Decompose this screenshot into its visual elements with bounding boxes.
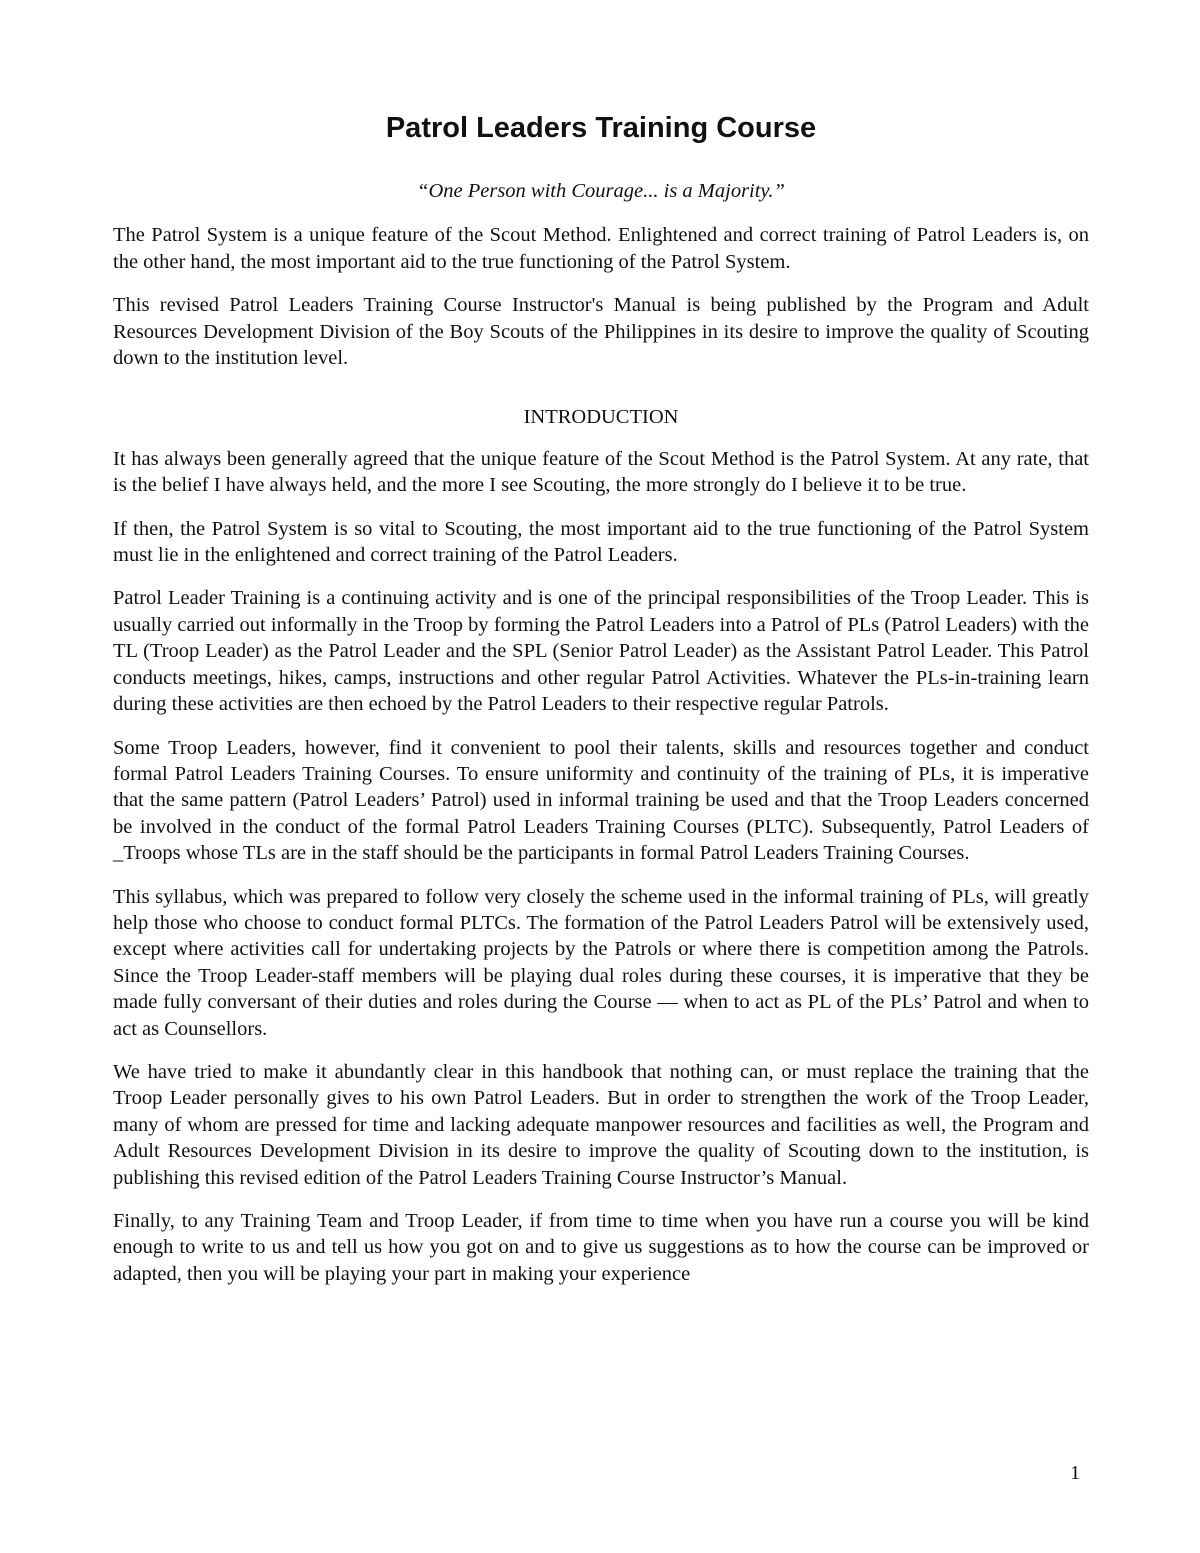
body-paragraph: We have tried to make it abundantly clear in this handbook that nothing can, or must replace the training that the Troop Leader personally gives to his own Patrol Leaders. But in order to strengthen the work of the Troop Leader, many of whom are pressed for time and lacking adequate manpower resources and facilities as well, the Program and Adult Resources Development Division in its desire to improve the quality of Scouting down to the institution, is publishing this revised edition of the Patrol Leaders Training Course Instructor’s Manual. [113,1060,1089,1189]
body-paragraph: Some Troop Leaders, however, find it convenient to pool their talents, skills and resources together and conduct formal Patrol Leaders Training Courses. To ensure uniformity and continuity of the training of PLs, it is imperative that the same pattern (Patrol Leaders’ Patrol) used in informal training be used and that the Troop Leaders concerned be involved in the conduct of the formal Patrol Leaders Training Courses (PLTC). Subsequently, Patrol Leaders of _Troops whose TLs are in the staff should be the participants in formal Patrol Leaders Training Courses. [113,736,1089,865]
intro-paragraph: This revised Patrol Leaders Training Course Instructor's Manual is being published by the Program and Adult Resources Development Division of the Boy Scouts of the Philippines in its desire to improve the quality of Scouting down to the institution level. [113,294,1089,370]
body-paragraph: This syllabus, which was prepared to follow very closely the scheme used in the informal training of PLs, will greatly help those who choose to conduct formal PLTCs. The formation of the Patrol Leaders Patrol will be extensively used, except where activities call for undertaking projects by the Patrols or where there is competition among the Patrols. Since the Troop Leader-staff members will be playing dual roles during these courses, it is imperative that they be made fully conversant of their duties and roles during the Course — when to act as PL of the PLs’ Patrol and when to act as Counsellors. [113,885,1089,1040]
body-paragraph: It has always been generally agreed that the unique feature of the Scout Method is the Patrol System. At any rate, that is the belief I have always held, and the more I see Scouting, the more strongly do I believe it to be true. [113,447,1089,497]
section-heading: INTRODUCTION [523,406,679,429]
document-page [113,108,1089,1304]
intro-paragraph: The Patrol System is a unique feature of the Scout Method. Enlightened and correct training of Patrol Leaders is, on the other hand, the most important aid to the true functioning of the Patrol System. [113,224,1089,273]
body-paragraph: If then, the Patrol System is so vital to Scouting, the most important aid to the true functioning of the Patrol System must lie in the enlightened and correct training of the Patrol Leaders. [113,517,1089,567]
body-paragraph: Patrol Leader Training is a continuing activity and is one of the principal responsibilities of the Troop Leader. This is usually carried out informally in the Troop by forming the Patrol Leaders into a Patrol of PLs (Patrol Leaders) with the TL (Troop Leader) as the Patrol Leader and the SPL (Senior Patrol Leader) as the Assistant Patrol Leader. This Patrol conducts meetings, hikes, camps, instructions and other regular Patrol Activities. Whatever the PLs-in-training learn during these activities are then echoed by the Patrol Leaders to their respective regular Patrols. [113,587,1089,716]
body-paragraph: Finally, to any Training Team and Troop Leader, if from time to time when you have run a course you will be kind enough to write to us and tell us how you got on and to give us suggestions as to how the course can be improved or adapted, then you will be playing your part in making your experience [113,1210,1089,1285]
document-title: Patrol Leaders Training Course [385,112,817,144]
page-number: 1 [1070,1462,1081,1484]
motto-quote: “One Person with Courage... is a Majority.” [417,180,785,202]
